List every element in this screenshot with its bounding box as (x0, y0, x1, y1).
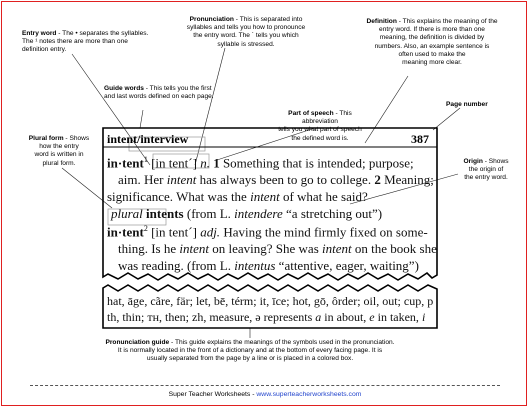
key-italic: i (421, 310, 426, 324)
pronunciation-guide-text: usually separated from the page by a line or is placed in a colored box. (146, 355, 354, 363)
pronunciation-guide-text: It is normally located in the front of a dictionary and at the bottom of every facing page. It is (117, 347, 383, 355)
origin-annotation (452, 158, 520, 183)
definition-text: numbers. Also, an example sentence is (374, 42, 490, 50)
key-text: in about, (321, 310, 370, 324)
entry1-text: aim. Her (118, 172, 167, 187)
entry2-italic: intent (179, 241, 209, 256)
plural-form-text: plural form. (42, 159, 76, 167)
part-of-speech-text: the defined word is. (291, 134, 349, 142)
pronunciation-annotation (176, 16, 316, 49)
entry2-text: “attentive, eager, waiting”) (275, 258, 419, 273)
footer (0, 391, 530, 398)
entry1-headword: in·tent (107, 155, 144, 171)
origin-text: the entry word. (464, 174, 508, 182)
pronunciation-key-line1: hat, āge, cãre, fär; let, bē, térm; it, īce; hot, gō, ôrder; oil, out; cup, p (107, 294, 434, 308)
page-number: 387 (411, 132, 429, 146)
part-of-speech-text: tells you what part of speech (278, 126, 362, 134)
entry1-text: significance. What was the (107, 189, 251, 204)
part-of-speech-text: - This abbreviation (302, 110, 352, 126)
entry2-text: was reading. (from L. (118, 258, 235, 273)
guide-words-annotation (104, 85, 214, 101)
entry2-line3 (118, 258, 419, 274)
origin-text: (from L. (183, 206, 235, 221)
origin-text: - Shows (482, 158, 509, 165)
definition-text: entry word. If there is more than one (379, 26, 485, 34)
guide-words: intent/interview (107, 132, 189, 146)
definition-text: - This explains the meaning of the (396, 18, 498, 25)
page-number-title: Page number (446, 101, 488, 108)
pronunciation-text: syllables and tells you how to pronounce (186, 24, 306, 32)
origin-italic: intendere (234, 206, 283, 221)
entry1-pos: n. (200, 155, 210, 171)
definition-title: Definition (366, 18, 397, 25)
entry2-text: thing. Is he (118, 241, 180, 256)
definition-text: often used to make the (398, 50, 466, 58)
plural-form-text: how the entry (39, 143, 79, 151)
plural-form-text: - Shows (63, 135, 90, 142)
pronunciation-key-line2 (107, 310, 435, 325)
pronunciation-text: syllable is stressed. (217, 40, 275, 48)
entry2-line2 (118, 241, 437, 257)
pronunciation-text: - This is separated into (233, 16, 303, 23)
entry1-line4 (111, 206, 382, 222)
footer-text: Super Teacher Worksheets - (168, 391, 257, 398)
entry-word-text: The ¹ notes there are more than one (22, 38, 128, 46)
pronunciation-guide-annotation (60, 339, 440, 364)
origin-text: “a stretching out”) (282, 206, 383, 221)
page-number-line (433, 108, 460, 130)
entry1-num2: 2 (374, 172, 381, 187)
entry1-italic: intent (166, 172, 197, 187)
plural-form-line (62, 168, 112, 208)
key-text: th, thin; ᴛʜ, then; zh, measure, ə represents (107, 310, 316, 324)
guide-words-text: and last words defined on each page. (104, 93, 214, 101)
entry2-italic: intent (322, 241, 352, 256)
entry-word-text: - The • separates the syllables. (56, 30, 149, 37)
entry2-def: Having the mind firmly fixed on some- (220, 224, 428, 240)
pronunciation-title: Pronunciation (189, 16, 234, 23)
entry1-line3 (107, 189, 368, 205)
key-italic: a (315, 310, 322, 324)
entry1-text: of what he said? (279, 189, 368, 204)
footer-link[interactable]: www.superteacherworksheets.com (256, 391, 362, 398)
entry2-text: on leaving? She was (209, 241, 323, 256)
entry-word-title: Entry word (22, 30, 57, 37)
entry1-def1a: Something that is intended; purpose; (219, 155, 414, 171)
definition-annotation (357, 18, 507, 67)
key-text: in taken, (374, 310, 422, 324)
key-italic: e (369, 310, 375, 324)
definition-text: meaning more clear. (402, 59, 462, 67)
entry1-italic: intent (250, 189, 280, 204)
entry-word-annotation (22, 30, 148, 55)
plural-label: plural (111, 206, 143, 221)
entry2-pos: adj. (200, 224, 221, 240)
entry2-line1 (107, 224, 428, 240)
entry1-line2 (118, 172, 434, 188)
entry1-pron: [in tent´] (147, 155, 197, 171)
entry2-text: on the book she (351, 241, 437, 256)
entry1-text: has always been to go to college. (196, 172, 375, 187)
entry1-sup: 1 (143, 155, 148, 164)
entry1-line1 (107, 155, 414, 171)
guide-words-line (140, 110, 143, 128)
origin-text: the origin of (468, 166, 504, 174)
entry2-sup: 2 (143, 224, 148, 233)
pronunciation-text: the entry word. The ´ tells you which (193, 32, 299, 40)
plural-form-text: word is written in (34, 151, 84, 159)
footer-divider (30, 385, 500, 386)
entry2-pron: [in tent´] (147, 224, 197, 240)
pronunciation-guide-text: - This guide explains the meanings of the symbols used in the pronunciation. (169, 339, 395, 346)
definition-text: meaning, the definition is divided by (379, 34, 485, 42)
entry2-headword: in·tent (107, 224, 144, 240)
guide-words-title: Guide words (104, 85, 144, 92)
definition-line (365, 76, 408, 143)
entry1-num1: 1 (213, 155, 220, 171)
pronunciation-guide-title: Pronunciation guide (105, 339, 170, 346)
plural-form-annotation (22, 135, 96, 168)
entry2-italic: intentus (234, 258, 276, 273)
part-of-speech-annotation (270, 110, 370, 143)
part-of-speech-title: Part of speech (288, 110, 334, 117)
plural-form-title: Plural form (28, 135, 64, 142)
plural-word: intents (146, 206, 184, 221)
guide-words-text: - This tells you the first (143, 85, 212, 92)
entry-word-text: definition entry. (22, 46, 67, 54)
entry1-text: Meaning; (380, 172, 434, 187)
page-number-annotation (446, 101, 488, 109)
origin-title: Origin (463, 158, 483, 165)
